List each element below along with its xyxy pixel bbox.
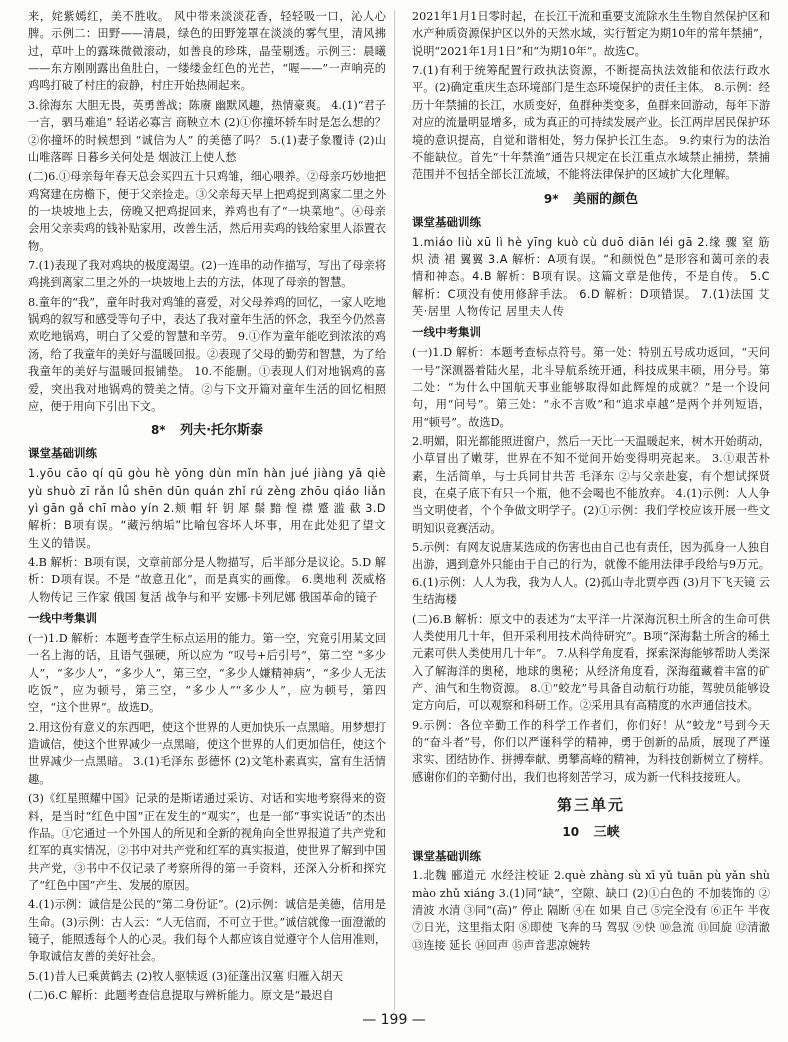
- lesson-heading: [412, 190, 770, 210]
- subsection-heading: 课堂基础训练: [412, 848, 481, 863]
- answer-paragraph: (二)6.B 解析：原文中的表述为“太平洋一片深海沉积土所含的生命可供人类使用几十年，但开采利用技术尚待研究”。B项“深海黏土所含的稀土元素可供人类使用几十年”。 7.从科学角度看，探索深海能够帮助人类深入了解海洋的奥秘，地球的奥秘；从经济角度看，深海蕴藏着丰富的矿产、油气和生物资源。 8.①“蛟龙”号具备自动航行功能，驾驶员能够设定方向后，可以观察和科研工作。②采用具有高精度的水声通信技术。: [412, 612, 770, 713]
- answer-paragraph: 3.徐海东 大胆无畏，英勇善战；陈赓 幽默风趣，热情豪爽。 4.(1)“君子一言，驷马难追” 轻诺必寡言 商鞅立木 (2)①你撞坏轿车时是怎么想的？②你撞坏的时候想到 “诚信为人” 的美德了吗？ 5.(1)妻子象覆诗 (2)山山唯落晖 日暮乡关何处是 烟波江上使人愁: [28, 98, 386, 164]
- subsection-heading: 课堂基础训练: [28, 446, 97, 461]
- answer-paragraph: (3)《红星照耀中国》记录的是斯诺通过采访、对话和实地考察得来的资料，是当时“红色中国”正在发生的“观实”，也是一部“事实说话”的杰出作品。①它通过一个外国人的所见和全新的视角向全世界报道了共产党和红军的真实情况，②书中对共产党和红军的真实报道，使世界了解到中国共产党，③书中不仅记录了考察所得的第一手资料，还深入分析和探究了“红色中国”产生、发展的原因。: [28, 792, 387, 892]
- answer-paragraph: 7.(1)有利于统筹配置行政执法资源，不断提高执法效能和依法行政水平。(2)确定重庆生态环境部门是生态环境保护的责任主体。 8.示例：经历十年禁捕的长江，水质变好，鱼群种类变多，鱼群来回游动，每年下游对应的流量明显增多，成为真正的可持续发展产业。长江两岸居民保护环境的意识提高，自觉和谐相处，努力保护长江生态。 9.约束行为的法治不能缺位。首先“十年禁渔”通告只规定在长江重点水域禁止捕捞，禁捕范围并不包括全部长江流域，不能将法律保护的区域扩大化理解。: [412, 64, 771, 182]
- answer-paragraph: (一)1.D 解析：本题考查标点符号。第一处：特别五号成功返回，“天问一号”深测器着陆火星，北斗导航系统开通，科技成果丰硕，用分号。第二处：“为什么中国航天事业能够取得如此辉煌的成就？”是一个设问句，用“问号”。第三处：“永不言败”和“追求卓越”是两个并列短语，用“顿号”。故选D。: [412, 346, 770, 429]
- answer-paragraph: 2.明媚，阳光都能照进窗户，然后一天比一天温暖起来，树木开始萌动，小草冒出了嫩芽，世界在不知不觉间开始变得明亮起来。 3.①艰苦朴素，生活简单，与士兵同甘共苦 毛泽东 ②与父亲赴宴，有个想试探贤良，在桌子底下有只一个瓶，他不会喝也不能放弃。 4.(1)示例：人人争当文明使者，个个争做文明学子。(2)①示例：我们学校应该开展一些文明知识竞赛活动。: [412, 434, 770, 535]
- left-column: [28, 8, 386, 1006]
- answer-paragraph: 7.(1)表现了我对鸡块的极度渴望。(2)一连串的动作描写，写出了母亲将鸡挑到离家二里之外的一块坡地上去的方法，体现了母亲的智慧。: [28, 259, 386, 290]
- lesson-heading: [28, 421, 386, 441]
- answer-paragraph: 9.示例：各位辛勤工作的科学工作者们，你们好！从“蛟龙”号到今天的“奋斗者”号，你们以严谨科学的精神，勇于创新的品质，展现了严谨求实、团结协作、拼搏奉献、勇攀高峰的精神，为科技创新树立了榜样。感谢你们的辛勤付出，我们也将刻苦学习，成为新一代科技接班人。: [412, 718, 771, 784]
- answer-paragraph: (一)1.D 解析：本题考查学生标点运用的能力。第一空，究竟引用某文回一名上海的话，且语气强硬，所以应为 “叹号+后引号”，第二空 “多少人”，“多少人”，“多少人”，第三空，“多少人嫌精神病”，“多少人无法吃饭”，应为顿号，第三空，“多少人”“多少人”，应为顿号，第四空，“这个世界”。故选D。: [28, 631, 386, 715]
- subsection-heading: 一线中考集训: [28, 611, 97, 626]
- lesson-heading: [412, 823, 770, 843]
- lesson-title: 列夫·托尔斯泰: [180, 423, 264, 439]
- lesson-title: 三峡: [593, 825, 620, 841]
- answer-paragraph: 来，姹紫嫣红，美不胜收。 风中带来淡淡花香，轻轻吸一口，沁人心脾。示例二：田野——清晨，绿色的田野笼罩在淡淡的雾气里，清风拂过，草叶上的露珠微微滚动，如善良的珍珠，晶莹剔透。示例三：晨曦——东方刚刚露出鱼肚白，一缕缕金红色的光芒，“喔——”一声响亮的鸡鸣打破了村庄的寂静，村庄开始热闹起来。: [28, 10, 386, 93]
- lesson-title: 美丽的颜色: [573, 191, 639, 207]
- answer-paragraph: 4.B 解析：B项有误，文章前部分是人物描写，后半部分是议论。5.D 解析：D项有误。不是 “故意丑化”，而是真实的画像。 6.奥地利 茨威格 人物传记 三作家 俄国 复活 战争与和平 安娜·卡列尼娜 俄国革命的镜子: [28, 556, 386, 604]
- unit-heading: 第三单元: [556, 796, 625, 815]
- lesson-number: 9*: [543, 191, 559, 206]
- answer-paragraph: 2021年1月1日零时起，在长江干流和重要支流除水生生物自然保护区和水产种质资源保护区以外的天然水域，实行暂定为期10年的常年禁捕”，说明“2021年1月1日”和“为期10年”。故选C。: [412, 10, 770, 58]
- answer-paragraph: 1.北魏 郦道元 水经注校证 2.què zhàng sù xī yǔ tuān pù yǎn shù mào zhǔ xiáng 3.(1)同“缺”，空隙、缺口 (2)①白色的 不加装饰的 ②清波 水清 ③同“(高)” 停止 隔断 ④在 如果 自己 ⑤完全没有 ⑥正午 半夜 ⑦日光，这里指太阳 ⑧即使 飞奔的马 驾驭 ⑨快 ⑩急流 ⑪回旋 ⑫清澈 ⑬连接 延长 ⑭回声 ⑮声音悲凉婉转: [412, 869, 770, 952]
- column-divider: [394, 10, 395, 1010]
- answer-paragraph: 5.(1)昔人已乘黄鹤去 (2)牧人驱犊返 (3)征蓬出汉塞 归雁入胡天: [28, 969, 344, 983]
- lesson-number: 10: [562, 825, 580, 840]
- answer-paragraph: 4.(1)示例：诚信是公民的“第二身份证”。(2)示例：诚信是美德，信用是生命。(3)示例：古人云：“人无信而，不可立于世。”诚信就像一面澄澈的镜子，能照透每个人的心灵。我们每个人都应该自觉遵守个人信用准则，争取诚信友善的美好社会。: [28, 898, 387, 964]
- answer-paragraph: (二)6.①母亲每年春天总会买四五十只鸡雏，细心喂养。②母亲巧妙地把鸡窝建在房檐下，便于父亲捡走。③父亲每天早上把鸡捉到离家二里之外的一块坡地上去，傍晚又把鸡捉回来，养鸡也有了“一块菜地”。④母亲会用父亲卖鸡的钱补贴家用，改善生活，然后用卖鸡的钱给家里人添置衣物。: [28, 170, 387, 253]
- right-column: [412, 8, 770, 956]
- answer-paragraph: (二)6.C 解析：此题考查信息提取与辨析能力。原文是“最迟自: [28, 989, 334, 1003]
- subsection-heading: 一线中考集训: [412, 325, 481, 340]
- answer-paragraph: 8.童年的“我”，童年时我对鸡雏的喜爱，对父母养鸡的回忆，一家人吃地锅鸡的叙写和感受等句子中，表达了我对童年生活的怀念，我至今仍然喜欢吃地锅鸡，明白了父爱的智慧和辛劳。 9.①作为童年能吃到浓浓的鸡汤，给了我童年的美好与温暖回报。②表现了父母的勤劳和智慧，为了给我童年的美好与温暖回报铺垫。 10.不能删。①表现人们对地锅鸡的喜爱，突出我对地锅鸡的赞美之情。②与下文开篇对童年生活的回忆相照应，便于用向下引出下文。: [28, 295, 387, 413]
- answer-paragraph: 1.yōu cāo qí qū gòu hè yōng dùn mǐn hàn jué jiàng yā qiè yù shuò zī rǎn lǚ shēn dūn quán zhǐ rú zèng zhōu qiáo liǎn yì gān gǎ chī mào yín 2.颊 帽 轩 钥 犀 鬃 黯 惶 襟 蹙 滥 截 3.D 解析：B项有误。“藏污纳垢”比喻包容坏人坏事，用在此处犯了望文生义的错误。: [28, 467, 386, 550]
- page-number: — 199 —: [362, 1012, 426, 1028]
- answer-paragraph: 1.miáo liù xū lì hè yīng kuò cù duō diān léi gā 2.缘 骤 窒 筋 炽 渍 裙 翼翼 3.A 解析：A项有误。“和颜悦色”是形容和蔼可亲的表情和神态。4.B 解析：B项有误。这篇文章是他传，不是自传。 5.C 解析：C项没有使用修辞手法。 6.D 解析：D项错误。 7.(1)法国 艾芙·居里 人物传记 居里夫人传: [412, 235, 770, 318]
- answer-paragraph: 5.示例：有网友说唐某选成的伤害也由自己也有责任，因为孤身一人独自出游，遇到意外只能由于自己的行为，就像不能用法律手段给与9万元。 6.(1)示例：人人为我，我为人人。(2)孤山寺北贾亭西 (3)月下飞天镜 云生结海楼: [412, 541, 770, 607]
- subsection-heading: 课堂基础训练: [412, 214, 481, 229]
- answer-paragraph: 2.用这份有意义的东西吧，使这个世界的人更加快乐一点黑暗。用梦想打造诚信，使这个世界减少一点黑暗，使这个世界的人们更加信任，使这个世界减少一点黑暗。 3.(1)毛泽东 彭德怀 (2)文笔朴素真实，富有生活情趣。: [28, 720, 387, 786]
- lesson-number: 8*: [150, 423, 166, 438]
